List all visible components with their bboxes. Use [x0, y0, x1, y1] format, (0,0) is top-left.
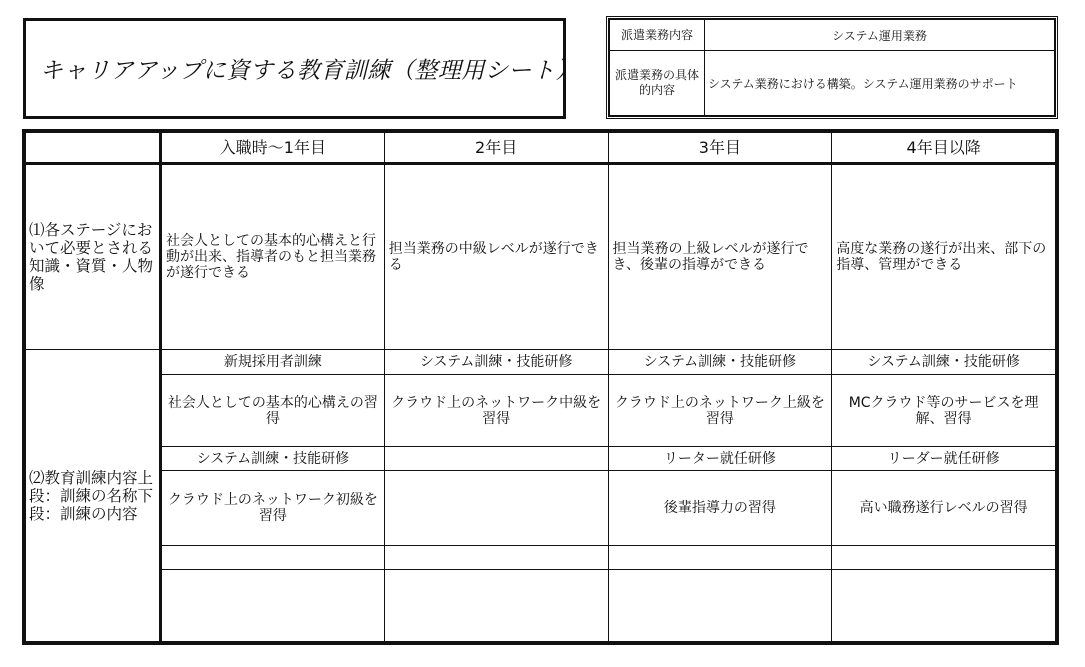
stage-cell-year1: 社会人としての基本的心構えと行動が出来、指導者のもと担当業務が遂行できる	[161, 164, 385, 350]
training-cell: MCクラウド等のサービスを理解、習得	[832, 375, 1056, 447]
stage-row	[26, 164, 1056, 350]
training-cell	[608, 570, 832, 642]
stage-cell-year2: 担当業務の中級レベルが遂行できる	[384, 164, 608, 350]
training-cell	[832, 546, 1056, 570]
training-cell: クラウド上のネットワーク中級を習得	[384, 375, 608, 447]
training-cell	[384, 570, 608, 642]
training-cell	[608, 546, 832, 570]
training-grid	[22, 129, 1059, 645]
training-cell: 新規採用者訓練	[161, 350, 385, 375]
stage-cell-year4: 高度な業務の遂行が出来、部下の指導、管理ができる	[832, 164, 1056, 350]
training-cell	[384, 447, 608, 471]
col-header-year1: 入職時～1年目	[161, 133, 385, 164]
training-row	[26, 375, 1056, 447]
training-cell	[384, 546, 608, 570]
training-cell: リーダー就任研修	[832, 447, 1056, 471]
training-cell: リーター就任研修	[608, 447, 832, 471]
training-cell	[161, 570, 385, 642]
info-row-details	[610, 51, 1055, 116]
sheet-title-box	[23, 18, 579, 119]
info-label-details: 派遣業務の具体的内容	[610, 51, 705, 116]
training-cell: 社会人としての基本的心構えの習得	[161, 375, 385, 447]
training-cell: システム訓練・技能研修	[384, 350, 608, 375]
stage-cell-year3: 担当業務の上級レベルが遂行でき、後輩の指導ができる	[608, 164, 832, 350]
stage-row-label: ⑴各ステージにおいて必要とされる知識・資質・人物像	[26, 164, 161, 350]
dispatch-info-table	[606, 16, 1058, 119]
training-cell: 後輩指導力の習得	[608, 471, 832, 546]
training-row	[26, 350, 1056, 375]
training-row-label: ⑵教育訓練内容上段：訓練の名称下段：訓練の内容	[26, 350, 161, 642]
sheet-title: キャリアアップに資する教育訓練（整理用シート）	[40, 58, 579, 84]
header-corner	[26, 133, 161, 164]
training-cell	[161, 546, 385, 570]
col-header-year3: 3年目	[608, 133, 832, 164]
col-header-year2: 2年目	[384, 133, 608, 164]
info-value-content: システム運用業務	[705, 20, 1055, 51]
training-cell: クラウド上のネットワーク上級を習得	[608, 375, 832, 447]
info-value-details: システム業務における構築。システム運用業務のサポート	[705, 51, 1055, 116]
info-row-content	[610, 20, 1055, 51]
training-cell: システム訓練・技能研修	[161, 447, 385, 471]
training-cell: クラウド上のネットワーク初級を習得	[161, 471, 385, 546]
col-header-year4: 4年目以降	[832, 133, 1056, 164]
header-row	[26, 133, 1056, 164]
training-row	[26, 546, 1056, 570]
training-row	[26, 471, 1056, 546]
training-cell: 高い職務遂行レベルの習得	[832, 471, 1056, 546]
training-cell: システム訓練・技能研修	[608, 350, 832, 375]
training-cell	[384, 471, 608, 546]
training-cell: システム訓練・技能研修	[832, 350, 1056, 375]
training-cell	[832, 570, 1056, 642]
training-row	[26, 447, 1056, 471]
info-label-content: 派遣業務内容	[610, 20, 705, 51]
training-row	[26, 570, 1056, 642]
